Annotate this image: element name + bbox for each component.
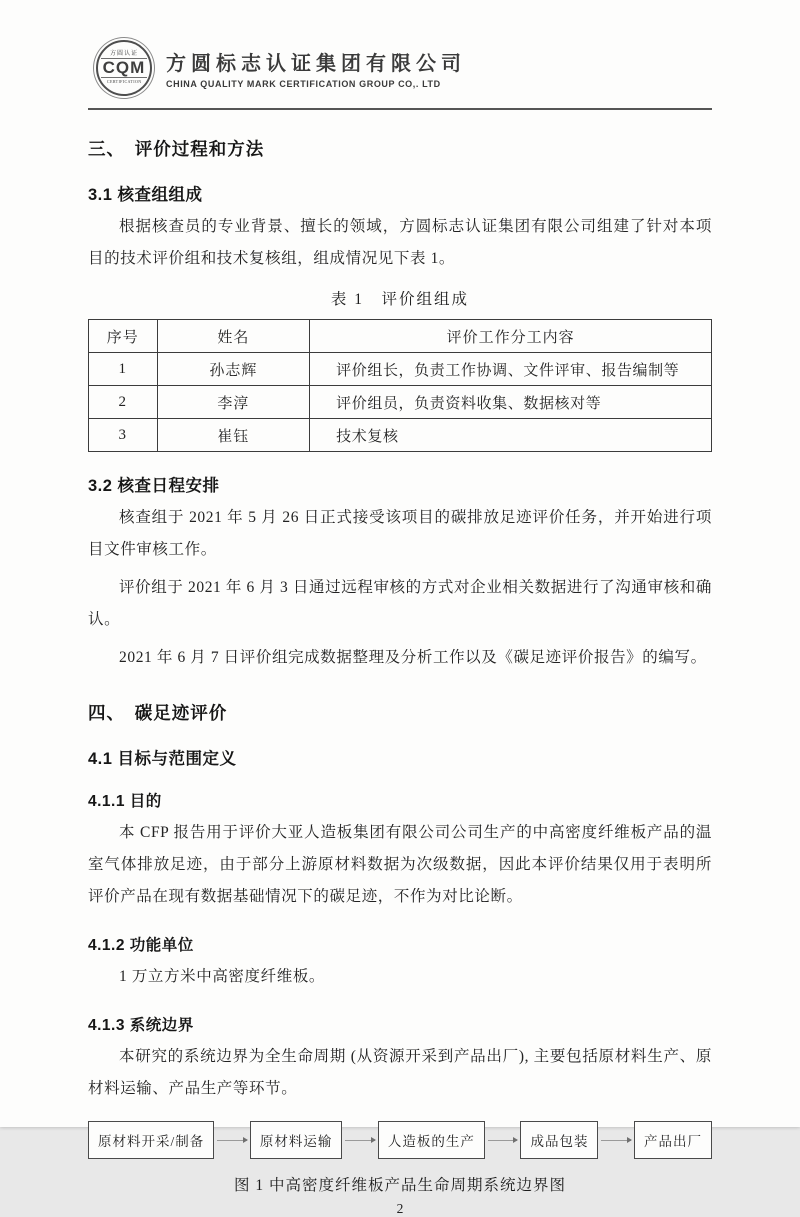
flow-arrow-icon — [488, 1140, 518, 1141]
flow-step-raw-material-transport: 原材料运输 — [250, 1121, 343, 1159]
table-row — [89, 353, 712, 386]
table-row — [89, 386, 712, 419]
heading-4-1-2: 4.1.2 功能单位 — [88, 937, 194, 954]
col-header-task: 评价工作分工内容 — [310, 320, 712, 353]
paragraph-4-1-2: 1 万立方米中高密度纤维板。 — [119, 968, 326, 985]
flow-arrow-icon — [217, 1140, 247, 1141]
letterhead — [0, 0, 800, 96]
table-row — [89, 419, 712, 452]
heading-3-1: 3.1 核查组组成 — [88, 186, 203, 204]
cell-name: 孙志辉 — [157, 353, 310, 386]
logo-arc-top-text: 方圆认证 — [109, 51, 138, 57]
col-header-name: 姓名 — [157, 320, 310, 353]
cell-index: 2 — [89, 386, 158, 419]
flow-step-panel-production: 人造板的生产 — [378, 1121, 485, 1159]
heading-4-1: 4.1 目标与范围定义 — [88, 750, 237, 768]
flow-arrow-icon — [345, 1140, 375, 1141]
cell-name: 李淳 — [157, 386, 310, 419]
paragraph-4-1-3: 本研究的系统边界为全生命周期 (从资源开采到产品出厂), 主要包括原材料生产、原材料运输、产品生产等环节。 — [88, 1048, 712, 1097]
cell-task: 评价组员，负责资料收集、数据核对等 — [310, 386, 712, 419]
cell-task: 技术复核 — [310, 419, 712, 452]
flow-arrow-icon — [601, 1140, 631, 1141]
col-header-index: 序号 — [89, 320, 158, 353]
company-name-block — [166, 47, 466, 89]
heading-section-4: 四、 碳足迹评价 — [88, 703, 228, 723]
heading-4-1-1: 4.1.1 目的 — [88, 793, 162, 810]
header-divider — [88, 108, 712, 110]
figure1-caption: 图 1 中高密度纤维板产品生命周期系统边界图 — [233, 1177, 566, 1194]
page-number: 2 — [396, 1201, 404, 1216]
logo-acronym: CQM — [102, 58, 146, 77]
cell-index: 3 — [89, 419, 158, 452]
paragraph-3-2-1: 核查组于 2021 年 5 月 26 日正式接受该项目的碳排放足迹评价任务，并开始进行项目文件审核工作。 — [88, 509, 712, 558]
cqm-logo-seal-icon — [96, 40, 152, 96]
heading-3-2: 3.2 核查日程安排 — [88, 477, 220, 495]
paragraph-3-2-3: 2021 年 6 月 7 日评价组完成数据整理及分析工作以及《碳足迹评价报告》的编写。 — [119, 649, 707, 666]
company-name-english: CHINA QUALITY MARK CERTIFICATION GROUP CO,. LTD — [166, 79, 441, 89]
heading-section-3: 三、 评价过程和方法 — [88, 139, 265, 159]
flow-step-product-shipping: 产品出厂 — [634, 1121, 712, 1159]
table1-caption: 表 1 评价组组成 — [330, 291, 470, 308]
logo-arc-bottom-text: CERTIFICATION — [106, 79, 142, 84]
cell-index: 1 — [89, 353, 158, 386]
paragraph-4-1-1: 本 CFP 报告用于评价大亚人造板集团有限公司公司生产的中高密度纤维板产品的温室气体排放足迹，由于部分上游原材料数据为次级数据，因此本评价结果仅用于表明所评价产品在现有数据基础情况下的碳足迹，不作为对比论断。 — [88, 824, 712, 905]
table-header-row — [89, 320, 712, 353]
cell-name: 崔钰 — [157, 419, 310, 452]
flow-step-finished-packaging: 成品包装 — [520, 1121, 598, 1159]
evaluation-team-table — [88, 319, 712, 452]
cell-task: 评价组长，负责工作协调、文件评审、报告编制等 — [310, 353, 712, 386]
figure-lifecycle-flow-diagram — [88, 1121, 712, 1159]
heading-4-1-3: 4.1.3 系统边界 — [88, 1017, 194, 1034]
paragraph-3-1: 根据核查员的专业背景、擅长的领域，方圆标志认证集团有限公司组建了针对本项目的技术评价组和技术复核组，组成情况见下表 1。 — [88, 218, 712, 267]
company-name-chinese: 方圆标志认证集团有限公司 — [166, 53, 466, 75]
document-body — [0, 136, 800, 1217]
paragraph-3-2-2: 评价组于 2021 年 6 月 3 日通过远程审核的方式对企业相关数据进行了沟通审核和确认。 — [88, 579, 712, 628]
flow-step-raw-material-extraction: 原材料开采/制备 — [88, 1121, 214, 1159]
